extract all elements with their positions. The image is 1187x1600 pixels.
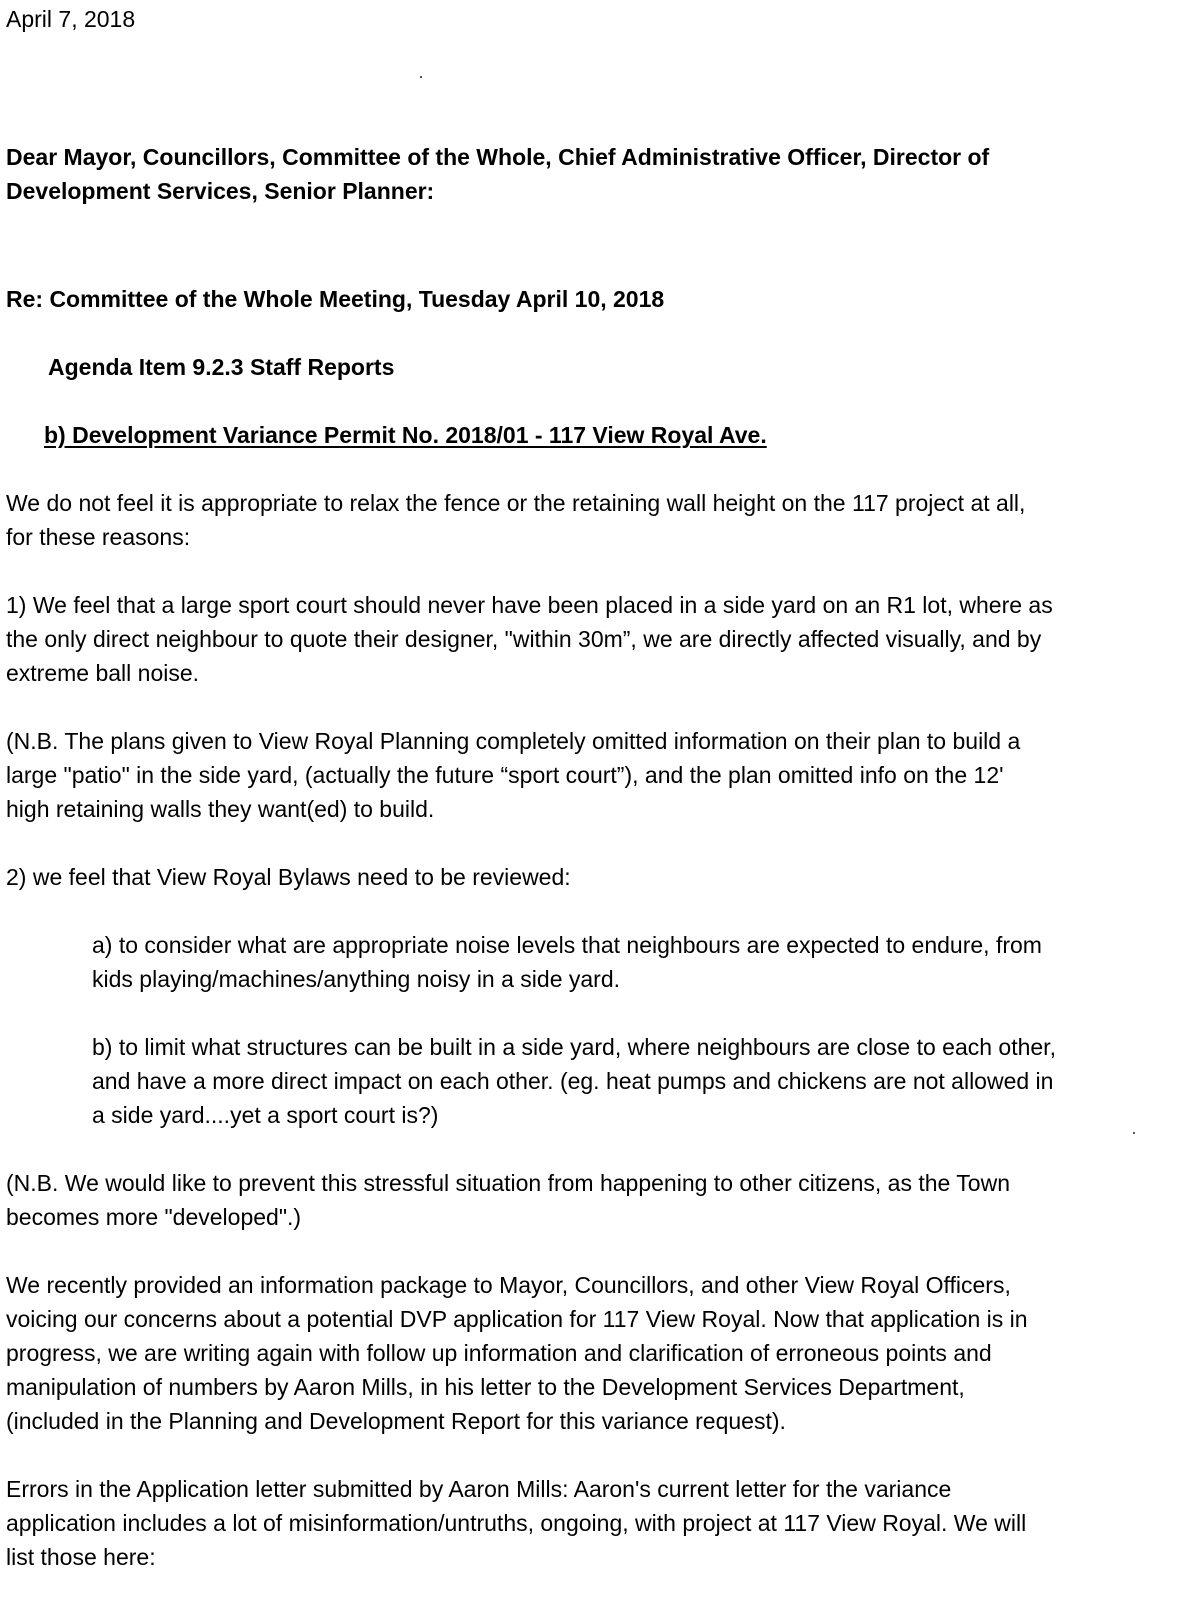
nb2-line-1: (N.B. We would like to prevent this stressful situation from happening to other citizens, as the Town [6, 1170, 1010, 1196]
intro-line-1: We do not feel it is appropriate to relax the fence or the retaining wall height on the 117 project at all, [6, 490, 1026, 516]
permit-line: b) Development Variance Permit No. 2018/01 - 117 View Royal Ave. [44, 422, 767, 448]
agenda-item: Agenda Item 9.2.3 Staff Reports [48, 354, 395, 380]
recent-line-4: manipulation of numbers by Aaron Mills, in his letter to the Development Services Department, [6, 1374, 965, 1400]
recent-line-2: voicing our concerns about a potential DVP application for 117 View Royal. Now that application is in [6, 1306, 1028, 1332]
recent-line-1: We recently provided an information package to Mayor, Councillors, and other View Royal Officers, [6, 1272, 1011, 1298]
recent-line-3: progress, we are writing again with follow up information and clarification of erroneous points and [6, 1340, 992, 1366]
point2a-line-2: kids playing/machines/anything noisy in a side yard. [92, 966, 621, 992]
intro-line-2: for these reasons: [6, 524, 191, 550]
nb2-line-2: becomes more "developed".) [6, 1204, 302, 1230]
point1-line-1: 1) We feel that a large sport court should never have been placed in a side yard on an R1 lot, where as [6, 592, 1053, 618]
point2-line-1: 2) we feel that View Royal Bylaws need to be reviewed: [6, 864, 571, 890]
salutation-line-1: Dear Mayor, Councillors, Committee of the Whole, Chief Administrative Officer, Director of [6, 144, 990, 170]
nb1-line-3: high retaining walls they want(ed) to build. [6, 796, 435, 822]
salutation-line-2: Development Services, Senior Planner: [6, 178, 435, 204]
point2b-line-2: and have a more direct impact on each other. (eg. heat pumps and chickens are not allowed in [92, 1068, 1054, 1094]
scan-speck [420, 76, 422, 78]
errors-line-1: Errors in the Application letter submitted by Aaron Mills: Aaron's current letter for the variance [6, 1476, 952, 1502]
recent-line-5: (included in the Planning and Development Report for this variance request). [6, 1408, 786, 1434]
point2b-line-3: a side yard....yet a sport court is?) [92, 1102, 439, 1128]
nb1-line-1: (N.B. The plans given to View Royal Planning completely omitted information on their plan to build a [6, 728, 1021, 754]
point2a-line-1: a) to consider what are appropriate noise levels that neighbours are expected to endure, from [92, 932, 1042, 958]
nb1-line-2: large "patio" in the side yard, (actually the future “sport court”), and the plan omitted info on the 12' [6, 762, 1004, 788]
scan-speck [1133, 1132, 1135, 1134]
letter-date: April 7, 2018 [6, 6, 136, 32]
point1-line-3: extreme ball noise. [6, 660, 200, 686]
point2b-line-1: b) to limit what structures can be built in a side yard, where neighbours are close to each other, [92, 1034, 1056, 1060]
re-line: Re: Committee of the Whole Meeting, Tuesday April 10, 2018 [6, 286, 665, 312]
point1-line-2: the only direct neighbour to quote their designer, "within 30m”, we are directly affected visually, and by [6, 626, 1042, 652]
errors-line-2: application includes a lot of misinformation/untruths, ongoing, with project at 117 View Royal. We will [6, 1510, 1027, 1536]
errors-line-3: list those here: [6, 1544, 156, 1570]
